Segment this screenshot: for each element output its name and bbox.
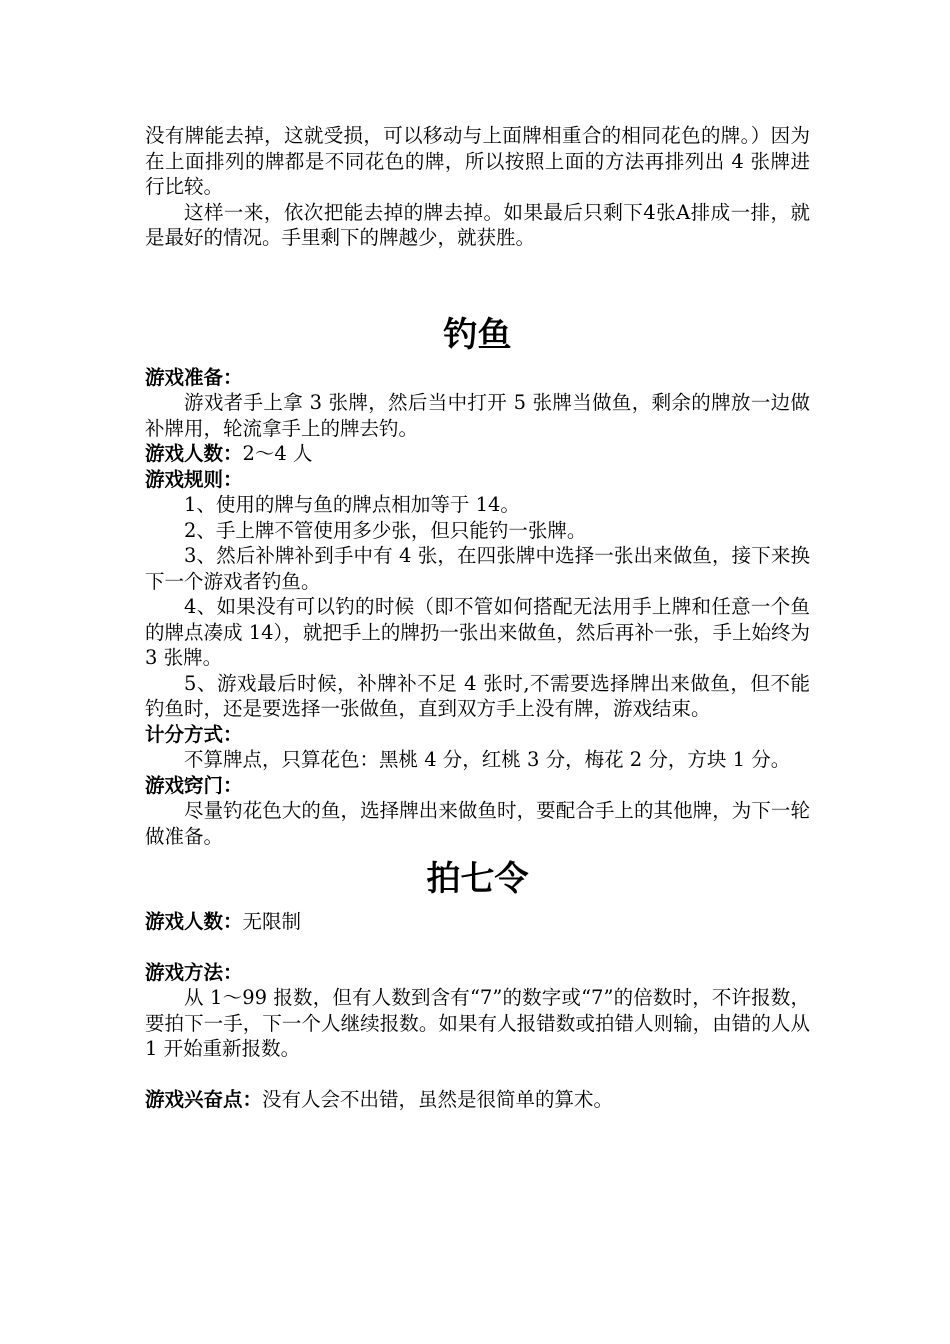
tips-text: 尽量钓花色大的鱼，选择牌出来做鱼时，要配合手上的其他牌，为下一轮做准备。 [145,799,810,848]
clap7-players-value: 无限制 [242,910,302,933]
players-value: 2～4 人 [242,442,313,465]
section-title-clap7: 拍七令 [426,859,529,899]
excite-label: 游戏兴奋点： [145,1087,263,1111]
rule-item-5: 5、游戏最后时候，补牌补不足 4 张时,不需要选择牌出来做鱼，但不能钓鱼时，还是要选择一张做鱼，直到双方手上没有牌，游戏结束。 [145,671,810,720]
prep-label: 游戏准备： [145,365,243,389]
method-label: 游戏方法： [145,960,243,984]
rule-item-4: 4、如果没有可以钓的时候（即不管如何搭配无法用手上牌和任意一个鱼的牌点凑成 14），就把手上的牌扔一张出来做鱼，然后再补一张，手上始终为 3 张牌。 [145,595,810,669]
rule-item-2: 2、手上牌不管使用多少张，但只能钓一张牌。 [184,518,587,542]
tips-label: 游戏窍门： [145,773,243,797]
excite-text: 没有人会不出错，虽然是很简单的算术。 [262,1087,614,1111]
rule-item-3: 3、然后补牌补到手中有 4 张，在四张牌中选择一张出来做鱼，接下来换下一个游戏者钓鱼。 [145,544,810,593]
method-text: 从 1～99 报数，但有人数到含有“7”的数字或“7”的倍数时，不许报数，要拍下一手，下一个人继续报数。如果有人报错数或拍错人则输，由错的人从 1 开始重新报数。 [145,986,810,1060]
blank-line [145,1062,810,1087]
intro-paragraph-1: 没有牌能去掉，这就受损，可以移动与上面牌相重合的相同花色的牌。）因为在上面排列的牌都是不同花色的牌，所以按照上面的方法再排列出 4 张牌进行比较。 [145,124,810,198]
clap7-players-label: 游戏人数： [145,910,243,933]
scoring-text: 不算牌点，只算花色：黑桃 4 分，红桃 3 分，梅花 2 分，方块 1 分。 [184,748,791,771]
intro-paragraph-2: 这样一来，依次把能去掉的牌去掉。如果最后只剩下4张A排成一排，就是最好的情况。手里剩下的牌越少，就获胜。 [145,200,810,249]
document-page [145,123,810,1112]
blank-line [145,935,810,960]
rule-item-1: 1、使用的牌与鱼的牌点相加等于 14。 [184,493,520,516]
players-label: 游戏人数： [145,442,243,465]
section-title-fishing: 钓鱼 [443,314,512,355]
prep-text: 游戏者手上拿 3 张牌，然后当中打开 5 张牌当做鱼，剩余的牌放一边做补牌用，轮流拿手上的牌去钓。 [145,391,810,440]
rules-label: 游戏规则： [145,467,243,491]
scoring-label: 计分方式： [145,722,243,746]
